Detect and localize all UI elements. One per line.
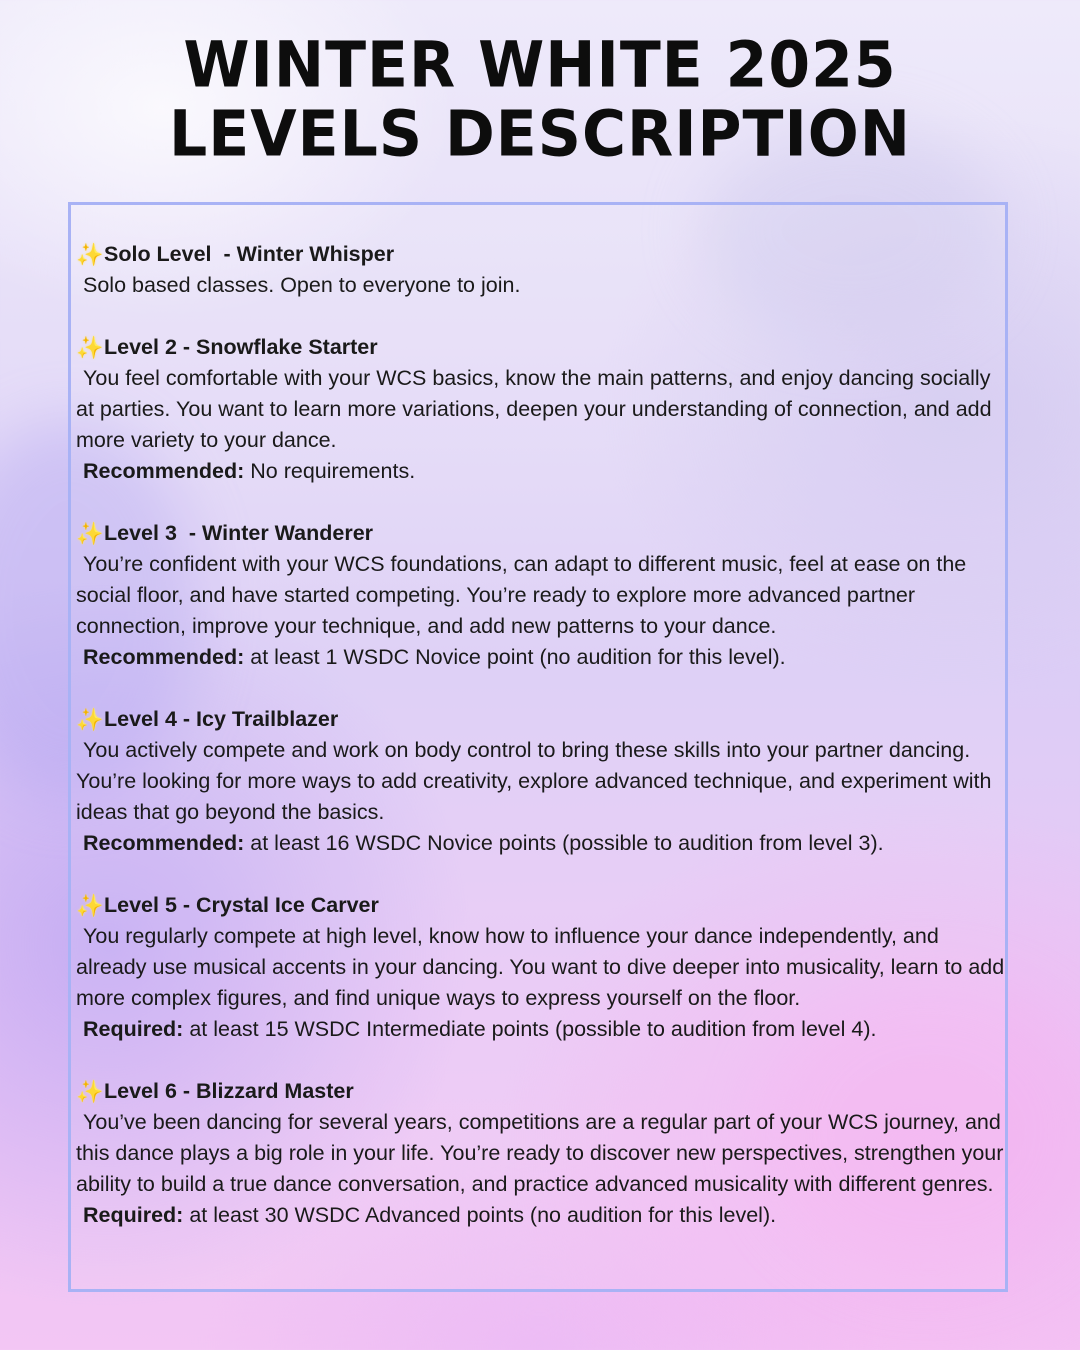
level-heading (76, 518, 1006, 549)
requirement-text: at least 1 WSDC Novice point (no audition for this level). (244, 645, 786, 669)
level-item-solo (76, 239, 1006, 301)
sparkles-icon: ✨ (76, 335, 104, 360)
level-heading (76, 890, 1006, 921)
requirement-text: at least 16 WSDC Novice points (possible to audition from level 3). (244, 831, 884, 855)
level-description: You’ve been dancing for several years, competitions are a regular part of your WCS journey, and this dance plays a big role in your life. You’re ready to discover new perspectives, strengthen your ability to build a true dance conversation, and practice advanced musicality with different genres. (76, 1110, 1004, 1196)
level-heading (76, 239, 1006, 270)
level-heading (76, 704, 1006, 735)
level-name: Level 4 - Icy Trailblazer (104, 707, 339, 731)
sparkles-icon: ✨ (76, 521, 104, 546)
requirement-label: Recommended: (83, 645, 245, 669)
level-item-2 (76, 332, 1006, 487)
level-requirement (76, 456, 1006, 487)
requirement-label: Recommended: (83, 831, 245, 855)
level-name: Level 2 - Snowflake Starter (104, 335, 378, 359)
level-description: You regularly compete at high level, know how to influence your dance independently, and already use musical accents in your dancing. You want to dive deeper into musicality, learn to add more complex figures, and find unique ways to express yourself on the floor. (76, 924, 1005, 1010)
requirement-label: Recommended: (83, 459, 245, 483)
requirement-text: at least 15 WSDC Intermediate points (possible to audition from level 4). (183, 1017, 877, 1041)
level-item-6 (76, 1076, 1006, 1231)
level-name: Level 3 - Winter Wanderer (104, 521, 374, 545)
sparkles-icon: ✨ (76, 242, 104, 267)
levels-list (76, 239, 1006, 1262)
level-name: Level 6 - Blizzard Master (104, 1079, 354, 1103)
level-description: You actively compete and work on body control to bring these skills into your partner dancing. You’re looking for more ways to add creativity, explore advanced technique, and experiment with ideas that go beyond the basics. (76, 738, 992, 824)
level-name: Solo Level - Winter Whisper (104, 242, 395, 266)
requirement-label: Required: (83, 1017, 184, 1041)
level-name: Level 5 - Crystal Ice Carver (104, 893, 379, 917)
level-description: You’re confident with your WCS foundations, can adapt to different music, feel at ease on the social floor, and have started competing. You’re ready to explore more advanced partner connection, improve your technique, and add new patterns to your dance. (76, 552, 967, 638)
level-item-5 (76, 890, 1006, 1045)
sparkles-icon: ✨ (76, 1079, 104, 1104)
requirement-text: No requirements. (244, 459, 416, 483)
title-line-1: WINTER WHITE 2025 (183, 28, 897, 103)
level-heading (76, 332, 1006, 363)
sparkles-icon: ✨ (76, 707, 104, 732)
page-title (0, 28, 1080, 172)
requirement-text: at least 30 WSDC Advanced points (no audition for this level). (183, 1203, 777, 1227)
level-requirement (76, 642, 1006, 673)
level-heading (76, 1076, 1006, 1107)
level-requirement (76, 1014, 1006, 1045)
level-requirement (76, 1200, 1006, 1231)
level-item-4 (76, 704, 1006, 859)
level-requirement (76, 828, 1006, 859)
sparkles-icon: ✨ (76, 893, 104, 918)
title-line-2: LEVELS DESCRIPTION (169, 97, 911, 172)
level-description: You feel comfortable with your WCS basics, know the main patterns, and enjoy dancing socially at parties. You want to learn more variations, deepen your understanding of connection, and add more variety to your dance. (76, 366, 992, 452)
level-description: Solo based classes. Open to everyone to join. (83, 273, 521, 297)
level-item-3 (76, 518, 1006, 673)
requirement-label: Required: (83, 1203, 184, 1227)
